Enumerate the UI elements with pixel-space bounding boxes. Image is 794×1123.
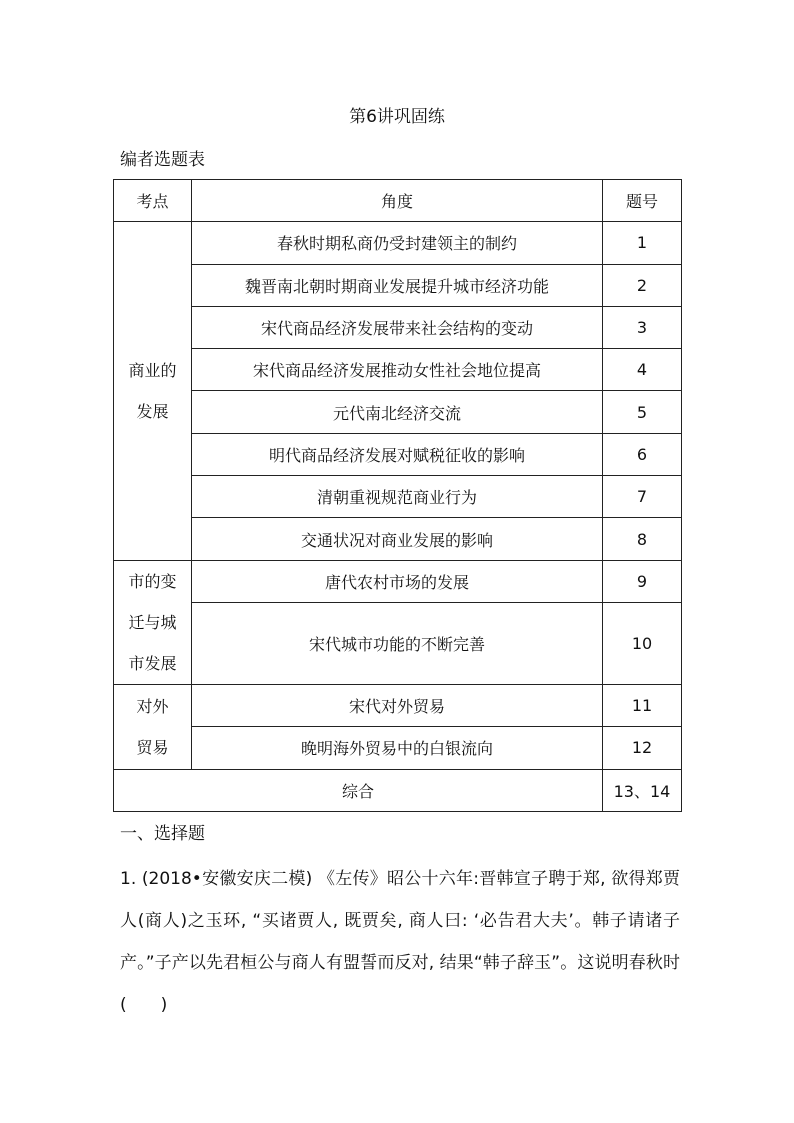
number-cell: 5: [603, 391, 682, 433]
table-row: [114, 602, 682, 684]
table-row: [114, 727, 682, 769]
angle-cell: 宋代商品经济发展推动女性社会地位提高: [192, 349, 603, 391]
table-row: [114, 560, 682, 602]
number-cell: 9: [603, 560, 682, 602]
topic-line: 迁与城: [128, 612, 177, 632]
table-row: [114, 684, 682, 726]
table-row: [114, 264, 682, 306]
table-row: [114, 306, 682, 348]
topic-cell-foreign-trade: [114, 684, 192, 769]
table-row: [114, 222, 682, 264]
topic-line: 市发展: [128, 653, 177, 673]
angle-cell: 魏晋南北朝时期商业发展提升城市经济功能: [192, 264, 603, 306]
number-cell: 3: [603, 306, 682, 348]
angle-cell: 元代南北经济交流: [192, 391, 603, 433]
summary-number: 13、14: [603, 769, 682, 811]
table-header-row: [114, 180, 682, 222]
topic-line: 发展: [136, 401, 169, 421]
number-cell: 1: [603, 222, 682, 264]
number-cell: 6: [603, 433, 682, 475]
number-cell: 12: [603, 727, 682, 769]
angle-cell: 清朝重视规范商业行为: [192, 476, 603, 518]
number-cell: 8: [603, 518, 682, 560]
topic-cell-commerce: [114, 222, 192, 560]
angle-cell: 晚明海外贸易中的白银流向: [192, 727, 603, 769]
table-row: [114, 433, 682, 475]
table-caption: 编者选题表: [120, 150, 205, 170]
topic-selection-table: [113, 179, 682, 812]
page-title: 第6讲巩固练: [349, 107, 445, 127]
table-row: [114, 391, 682, 433]
summary-row: [114, 769, 682, 811]
table-row: [114, 476, 682, 518]
number-cell: 2: [603, 264, 682, 306]
angle-cell: 宋代商品经济发展带来社会结构的变动: [192, 306, 603, 348]
number-cell: 4: [603, 349, 682, 391]
summary-label: 综合: [114, 769, 603, 811]
topic-line: 贸易: [136, 737, 169, 757]
angle-cell: 宋代城市功能的不断完善: [192, 602, 603, 684]
angle-cell: 唐代农村市场的发展: [192, 560, 603, 602]
header-angle: 角度: [192, 180, 603, 222]
angle-cell: 明代商品经济发展对赋税征收的影响: [192, 433, 603, 475]
number-cell: 11: [603, 684, 682, 726]
topic-line: 商业的: [128, 360, 177, 380]
number-cell: 10: [603, 602, 682, 684]
table-row: [114, 349, 682, 391]
table-row: [114, 518, 682, 560]
header-number: 题号: [603, 180, 682, 222]
angle-cell: 交通状况对商业发展的影响: [192, 518, 603, 560]
section-heading: 一、选择题: [120, 824, 205, 844]
angle-cell: 春秋时期私商仍受封建领主的制约: [192, 222, 603, 264]
topic-cell-markets: [114, 560, 192, 684]
question-1-text: 1. (2018•安徽安庆二模) 《左传》昭公十六年:晋韩宣子聘于郑, 欲得郑贾人(商人)之玉环, “买诸贾人, 既贾矣, 商人曰: ‘必告君大夫’。韩子请诸子产。”子产以先君桓公与商人有盟誓而反对, 结果“韩子辞玉”。这说明春秋时( ): [120, 869, 680, 1015]
header-topic: 考点: [114, 180, 192, 222]
number-cell: 7: [603, 476, 682, 518]
topic-line: 市的变: [128, 571, 177, 591]
angle-cell: 宋代对外贸易: [192, 684, 603, 726]
topic-line: 对外: [136, 696, 169, 716]
